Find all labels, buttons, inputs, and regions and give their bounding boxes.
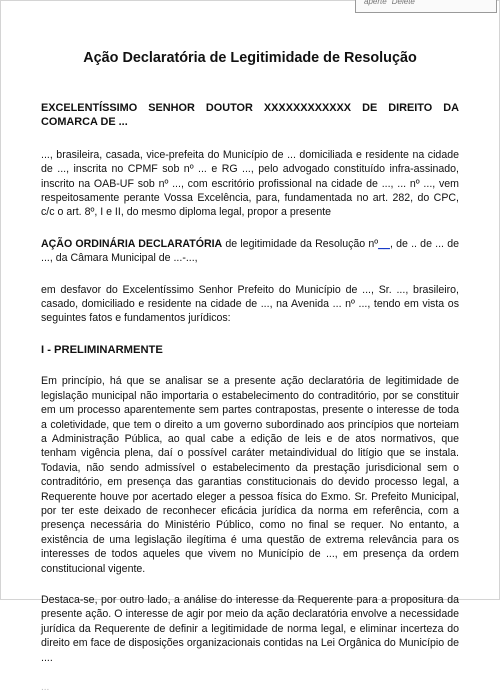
document-content — [41, 49, 459, 693]
tooltip-text: aperte "Delete" — [364, 0, 418, 6]
preliminary-paragraph: Em princípio, há que se analisar se a presente ação declaratória de legitimidade de legislação municipal não importaria o estabelecimento do contraditório, por se constituir em um processo aparentemente sem partes contrapostas, presente o interesse de toda a coletividade, que tem o direito a um governo subordinado aos princípios que norteiam a Administração Pública, ao qual cabe a edição de leis e de atos normativos, que tenham vigência plena, daí o possível caráter metaindividual do litígio que se instala. Todavia, não sendo admissível o estabelecimento da prestação jurisdicional sem o contraditório, em presença das garantias constitucionais do devido processo legal, a Requerente houve por acertado eleger a pessoa física do Exmo. Sr. Prefeito Municipal, por ter este deixado de reconhecer eficácia jurídica da norma em referência, com a presença necessária do Ministério Público, como no final se requer. No entanto, a existência de uma legislação ilegítima é uma questão de extrema relevância para os interesses de todos aqueles que vivem no Município de ..., em presença da ordem constitucional vigente. — [41, 375, 459, 575]
court-address: EXCELENTÍSSIMO SENHOR DOUTOR XXXXXXXXXXXX DE DIREITO DA COMARCA DE ... — [41, 102, 459, 129]
petitioner-paragraph: ..., brasileira, casada, vice-prefeita do Município de ... domiciliada e residente na cidade de ..., inscrita no CPMF sob nº ... e RG ..., pelo advogado constituído infra-assinado, inscrito na OAB-UF sob nº ..., com escritório profissional na cidade de ..., ... nº ..., vem respeitosamente perante Vossa Excelência, para, fundamentada no art. 282, do CPC, c/c o art. 8º, I e II, do mesmo diploma legal, propor a presente — [41, 148, 459, 219]
action-text-b: , de .. de ... de ..., da Câmara Municipal de ...-..., — [41, 237, 459, 265]
delete-tooltip — [355, 0, 497, 13]
resolution-number-link[interactable]: __ — [378, 237, 390, 250]
action-paragraph — [41, 237, 459, 266]
action-title: AÇÃO ORDINÁRIA DECLARATÓRIA — [41, 237, 223, 250]
action-text-a: de legitimidade da Resolução nº — [222, 237, 379, 250]
interest-paragraph: Destaca-se, por outro lado, a análise do interesse da Requerente para a propositura da presente ação. O interesse de agir por meio da ação declaratória envolve a necessidade jurídica da Requerente de definir a legitimidade de norma legal, e eliminar incerteza do direito em face de disposições organizacionais contidas na Lei Orgânica do Município de .... — [41, 593, 459, 664]
respondent-paragraph: em desfavor do Excelentíssimo Senhor Prefeito do Município de ..., Sr. ..., brasileiro, casado, domiciliado e residente na cidade de ..., na Avenida ... nº ..., tendo em vista os seguintes fatos e fundamentos jurídicos: — [41, 283, 459, 325]
document-title: Ação Declaratória de Legitimidade de Resolução — [83, 50, 417, 66]
continuation-text: ... — [41, 682, 50, 693]
section-heading-preliminarmente: I - PRELIMINARMENTE — [41, 343, 163, 356]
